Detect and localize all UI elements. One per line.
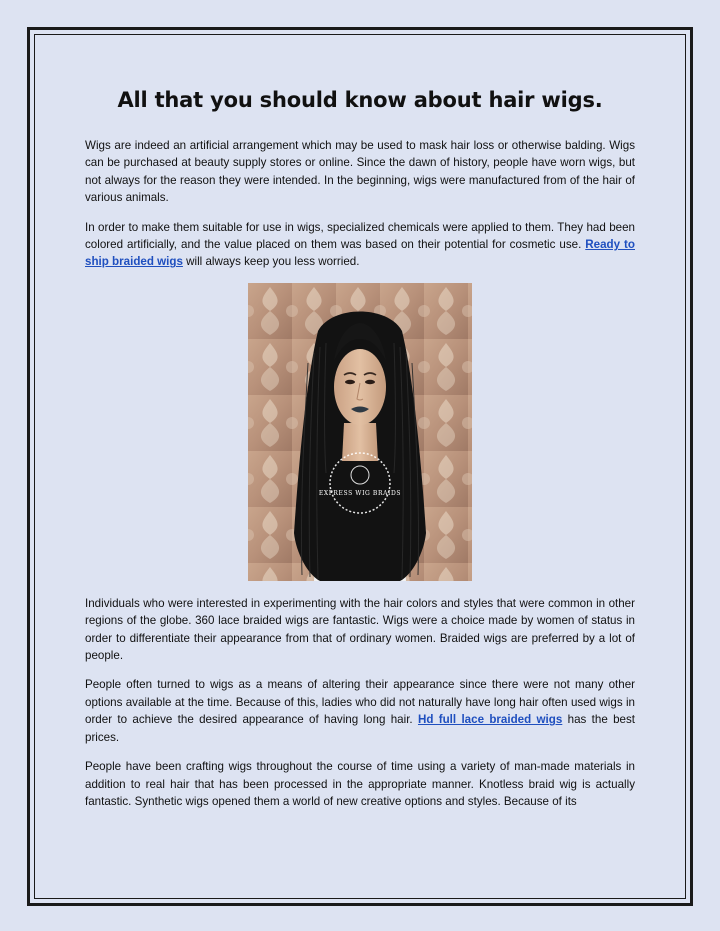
paragraph-2 [85, 219, 635, 271]
document-title: All that you should know about hair wigs. [117, 88, 603, 112]
hd-full-lace-braided-wigs-link[interactable]: Hd full lace braided wigs [417, 713, 563, 727]
paragraph-4-before: People often turned to wigs as a means of altering their appearance since there were not many other options available at the time. Because of this, ladies who did not naturally have long hair often used wigs in order to achieve the desired appearance of having long hair. [85, 678, 635, 727]
paragraph-4-after: has the best prices. [85, 713, 635, 744]
document-content [85, 88, 635, 822]
braided-wig-photo [248, 283, 472, 581]
paragraph-3: Individuals who were interested in experimenting with the hair colors and styles that were common in other regions of the globe. 360 lace braided wigs are fantastic. Wigs were a choice made by women of status in order to differentiate their appearance from that of ordinary women. Braided wigs are preferred by a lot of people. [85, 596, 635, 663]
paragraph-5: People have been crafting wigs throughout the course of time using a variety of man-made materials in addition to real hair that has been processed in the appropriate manner. Knotless braid wig is actually fantastic. Synthetic wigs opened them a world of new creative options and styles. Because of its [85, 760, 635, 808]
paragraph-2-after: will always keep you less worried. [182, 255, 360, 269]
paragraph-1: Wigs are indeed an artificial arrangement which may be used to mask hair loss or otherwise balding. Wigs can be purchased at beauty supply stores or online. Since the dawn of history, people have worn wigs, but not always for the reason they were intended. In the beginning, wigs were manufactured from of the hair of various animals. [85, 139, 635, 205]
image-watermark: EXPRESS WIG BRAIDS [318, 489, 402, 497]
paragraph-4 [85, 676, 635, 746]
wig-mannequin-illustration [248, 283, 472, 581]
ready-to-ship-braided-wigs-link[interactable]: Ready to ship braided wigs [85, 238, 635, 269]
paragraph-2-before: In order to make them suitable for use in wigs, specialized chemicals were applied to them. They had been colored artificially, and the value placed on them was based on their potential for cosmetic use. [85, 220, 635, 252]
